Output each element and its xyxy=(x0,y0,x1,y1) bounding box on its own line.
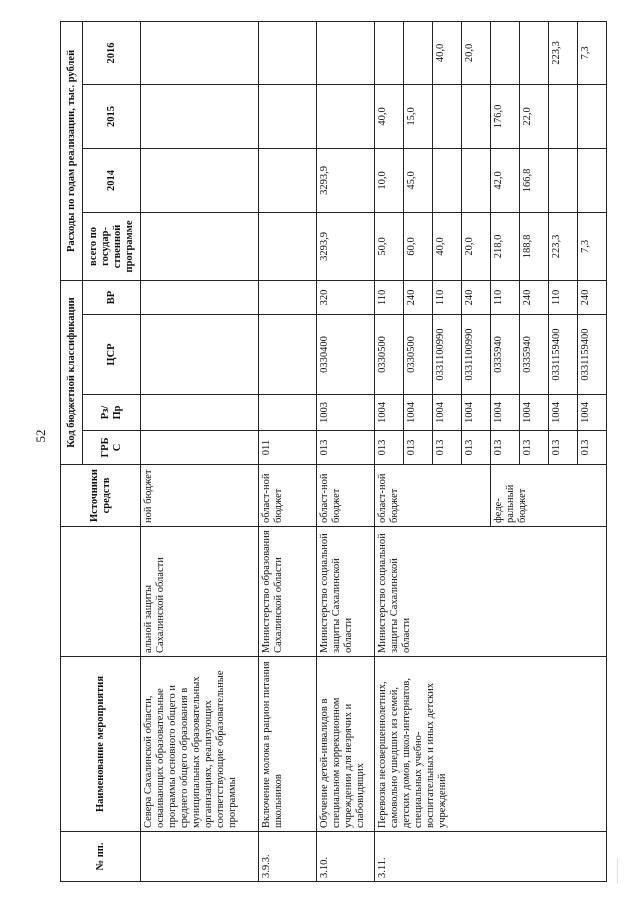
y2015-cell: 22,0 xyxy=(520,84,549,148)
header-source: Источники средств xyxy=(61,465,141,527)
header-2016: 2016 xyxy=(83,21,141,84)
y2015-cell xyxy=(141,84,259,148)
table-body xyxy=(141,21,607,881)
grbs-cell: 013 xyxy=(404,431,433,465)
vr-cell xyxy=(259,280,317,314)
vr-cell: 110 xyxy=(375,280,404,314)
y2016-cell: 223,3 xyxy=(549,21,578,84)
total-cell: 223,3 xyxy=(549,212,578,280)
y2014-cell: 166,8 xyxy=(520,148,549,212)
rzpr-cell: 1004 xyxy=(433,395,462,431)
executor-cell: Министерство социальной защиты Сахалинской области xyxy=(317,527,375,657)
y2014-cell xyxy=(433,148,462,212)
row-number: 3.9.3. xyxy=(259,832,317,882)
rzpr-cell: 1004 xyxy=(520,395,549,431)
csr-cell: 0330500 xyxy=(404,315,433,395)
rzpr-cell: 1003 xyxy=(317,395,375,431)
rzpr-cell xyxy=(259,395,317,431)
header-name: Наименование мероприятия xyxy=(61,657,141,832)
grbs-cell: 013 xyxy=(433,431,462,465)
csr-cell: 0331100990 xyxy=(462,315,491,395)
y2015-cell: 40,0 xyxy=(375,84,404,148)
csr-cell xyxy=(259,315,317,395)
y2016-cell xyxy=(404,21,433,84)
y2014-cell xyxy=(578,148,607,212)
csr-cell: 0335940 xyxy=(491,315,520,395)
vr-cell: 110 xyxy=(433,280,462,314)
activity-name: Севера Сахалинской области, осваивающих образовательные программы основного общего и среднего общего образования в муниципальных образовательных организациях, реализующих соответствующие образовательные программы xyxy=(141,657,259,832)
activity-name: Перевозка несовершеннолетних, самовольно ушедших из семей, детских домов, школ-интернатов, специальных учебно-воспитательных и иных детских учреждений xyxy=(375,657,607,832)
csr-cell: 0331159400 xyxy=(578,315,607,395)
y2016-cell: 20,0 xyxy=(462,21,491,84)
csr-cell: 0330500 xyxy=(375,315,404,395)
table-row xyxy=(259,21,317,881)
header-2014: 2014 xyxy=(83,148,141,212)
budget-table-rotated xyxy=(60,22,591,882)
executor-cell: альной защиты Сахалинской области xyxy=(141,527,259,657)
y2015-cell xyxy=(462,84,491,148)
csr-cell: 0335940 xyxy=(520,315,549,395)
header-vr: ВР xyxy=(83,280,141,314)
vr-cell: 240 xyxy=(520,280,549,314)
header-rzpr: Рз/ Пр xyxy=(83,395,141,431)
source-cell: област-ной бюджет xyxy=(259,465,317,527)
table-row xyxy=(375,21,404,881)
y2014-cell xyxy=(259,148,317,212)
grbs-cell: 013 xyxy=(375,431,404,465)
vr-cell: 240 xyxy=(404,280,433,314)
row-number xyxy=(141,832,259,882)
header-2015: 2015 xyxy=(83,84,141,148)
y2014-cell xyxy=(549,148,578,212)
total-cell xyxy=(141,212,259,280)
y2014-cell: 10,0 xyxy=(375,148,404,212)
rzpr-cell: 1004 xyxy=(375,395,404,431)
rzpr-cell: 1004 xyxy=(462,395,491,431)
total-cell xyxy=(259,212,317,280)
total-cell: 3293,9 xyxy=(317,212,375,280)
header-num: № пп. xyxy=(61,832,141,882)
y2014-cell xyxy=(141,148,259,212)
rzpr-cell: 1004 xyxy=(491,395,520,431)
header-executor xyxy=(61,527,141,657)
rzpr-cell: 1004 xyxy=(404,395,433,431)
grbs-cell: 013 xyxy=(462,431,491,465)
header-total: всего по государ-ственной программе xyxy=(83,212,141,280)
row-number: 3.11. xyxy=(375,832,607,882)
scan-edge-mark xyxy=(617,858,634,884)
rzpr-cell: 1004 xyxy=(549,395,578,431)
y2016-cell xyxy=(375,21,404,84)
total-cell: 20,0 xyxy=(462,212,491,280)
source-cell: област-ной бюджет xyxy=(317,465,375,527)
page-number: 52 xyxy=(33,429,48,443)
y2015-cell xyxy=(259,84,317,148)
y2016-cell xyxy=(317,21,375,84)
source-cell: област-ной бюджет xyxy=(375,465,491,527)
y2016-cell xyxy=(520,21,549,84)
y2015-cell xyxy=(549,84,578,148)
y2014-cell xyxy=(462,148,491,212)
total-cell: 7,3 xyxy=(578,212,607,280)
csr-cell xyxy=(141,315,259,395)
total-cell: 60,0 xyxy=(404,212,433,280)
y2016-cell: 40,0 xyxy=(433,21,462,84)
vr-cell: 240 xyxy=(578,280,607,314)
grbs-cell xyxy=(141,431,259,465)
vr-cell: 240 xyxy=(462,280,491,314)
y2015-cell xyxy=(433,84,462,148)
csr-cell: 0331100990 xyxy=(433,315,462,395)
total-cell: 50,0 xyxy=(375,212,404,280)
grbs-cell: 013 xyxy=(578,431,607,465)
table-row xyxy=(317,21,375,881)
rzpr-cell: 1004 xyxy=(578,395,607,431)
executor-cell: Министерство социальной защиты Сахалинской области xyxy=(375,527,607,657)
y2014-cell: 45,0 xyxy=(404,148,433,212)
y2015-cell: 176,0 xyxy=(491,84,520,148)
row-number: 3.10. xyxy=(317,832,375,882)
y2016-cell xyxy=(141,21,259,84)
header-csr: ЦСР xyxy=(83,315,141,395)
source-cell: феде-ральный бюджет xyxy=(491,465,607,527)
activity-name: Включение молока в рацион питания школьников xyxy=(259,657,317,832)
total-cell: 40,0 xyxy=(433,212,462,280)
budget-table xyxy=(60,21,607,882)
csr-cell: 0331159400 xyxy=(549,315,578,395)
vr-cell: 110 xyxy=(549,280,578,314)
total-cell: 188,8 xyxy=(520,212,549,280)
grbs-cell: 013 xyxy=(491,431,520,465)
y2016-cell xyxy=(491,21,520,84)
grbs-cell: 013 xyxy=(520,431,549,465)
y2016-cell: 7,3 xyxy=(578,21,607,84)
header-budget-code: Код бюджетной классификации xyxy=(61,280,83,464)
y2014-cell: 42,0 xyxy=(491,148,520,212)
csr-cell: 0330400 xyxy=(317,315,375,395)
header-grbs: ГРБ С xyxy=(83,431,141,465)
y2014-cell: 3293,9 xyxy=(317,148,375,212)
grbs-cell: 013 xyxy=(549,431,578,465)
y2015-cell xyxy=(578,84,607,148)
table-row xyxy=(141,21,259,881)
header-expenses: Расходы по годам реализации, тыс. рублей xyxy=(61,21,83,280)
grbs-cell: 013 xyxy=(317,431,375,465)
grbs-cell: 011 xyxy=(259,431,317,465)
vr-cell: 320 xyxy=(317,280,375,314)
activity-name: Обучение детей-инвалидов в специальном коррекционном учреждении для незрячих и слабовидящих xyxy=(317,657,375,832)
executor-cell: Министерство образования Сахалинской области xyxy=(259,527,317,657)
vr-cell xyxy=(141,280,259,314)
vr-cell: 110 xyxy=(491,280,520,314)
total-cell: 218,0 xyxy=(491,212,520,280)
source-cell: ной бюджет xyxy=(141,465,259,527)
y2015-cell xyxy=(317,84,375,148)
y2015-cell: 15,0 xyxy=(404,84,433,148)
rzpr-cell xyxy=(141,395,259,431)
y2016-cell xyxy=(259,21,317,84)
